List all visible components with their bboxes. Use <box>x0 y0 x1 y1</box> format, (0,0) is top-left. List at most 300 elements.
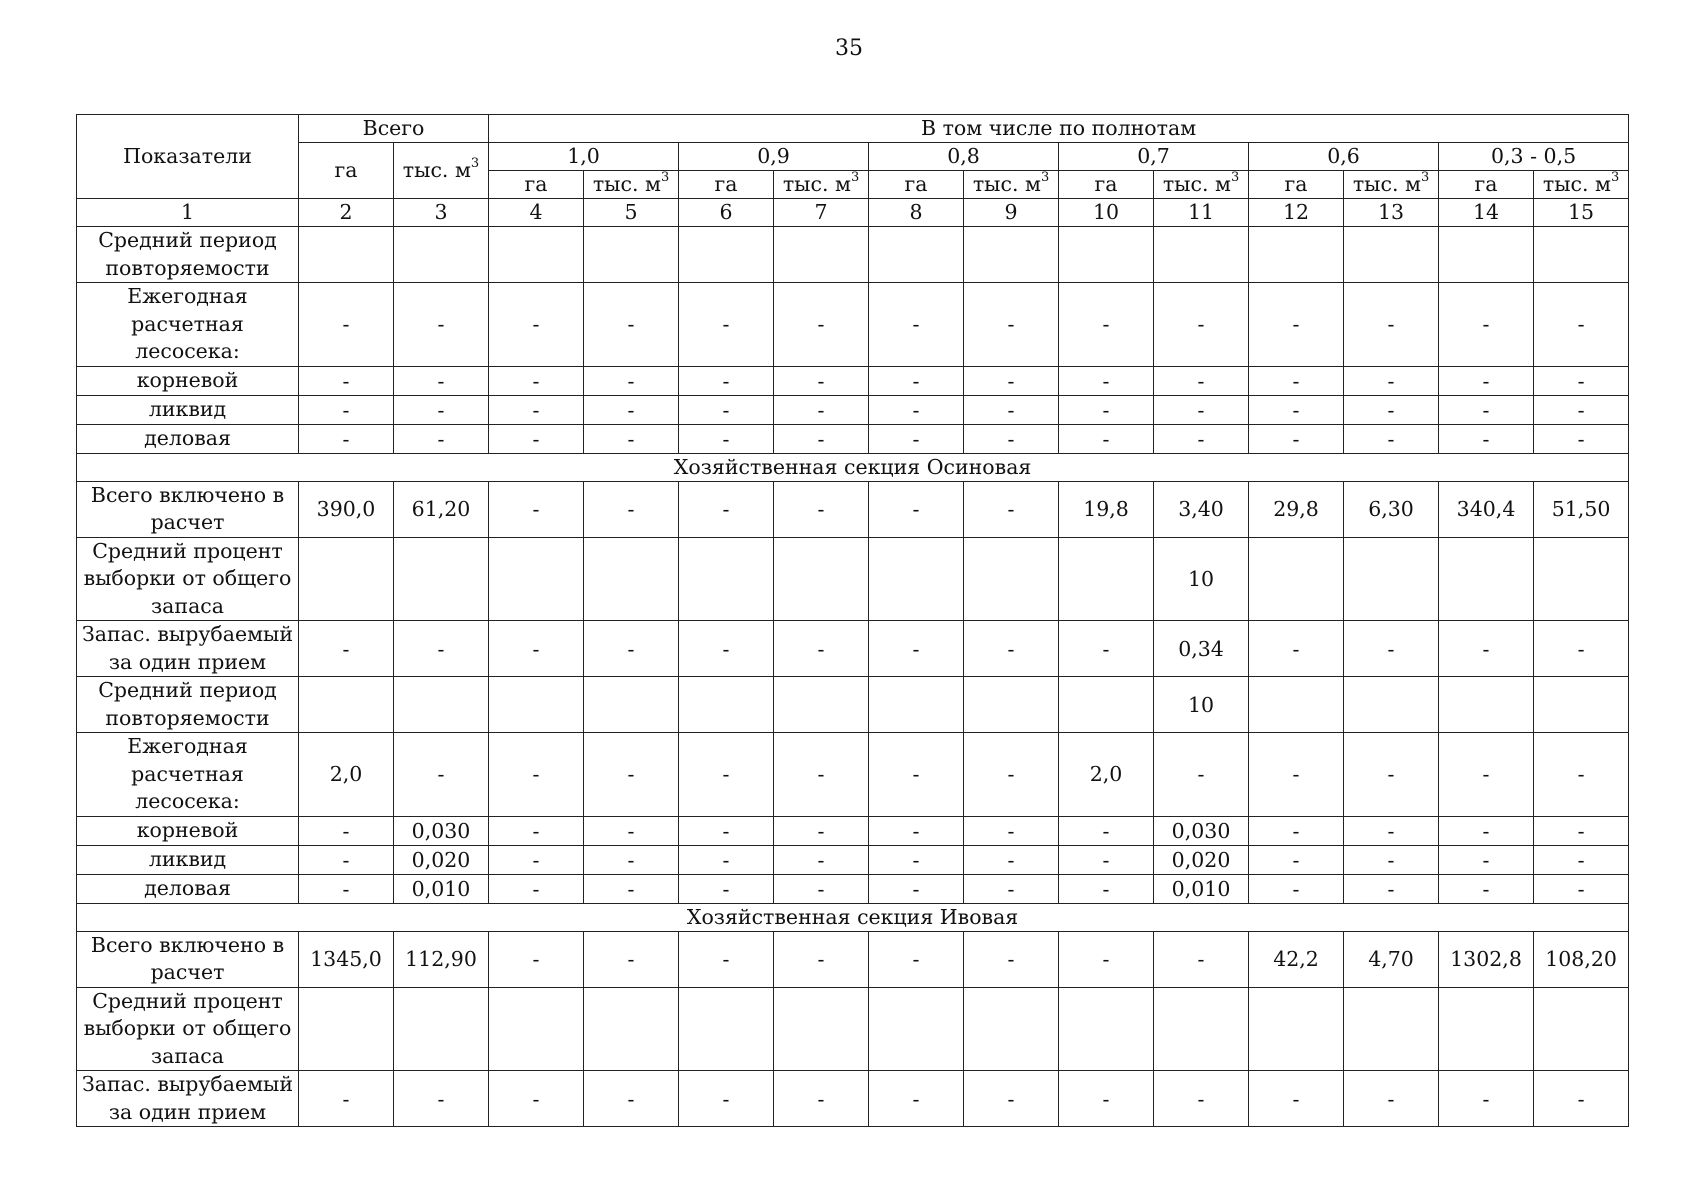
table-cell: 0,010 <box>394 874 489 903</box>
table-cell: - <box>394 733 489 817</box>
table-cell <box>964 537 1059 621</box>
header-density-0-3-0-5: 0,3 - 0,5 <box>1439 143 1629 171</box>
table-cell: - <box>1249 366 1344 395</box>
table-cell: - <box>679 733 774 817</box>
table-cell: - <box>1059 874 1154 903</box>
column-number: 13 <box>1344 199 1439 227</box>
table-cell: - <box>964 1071 1059 1127</box>
table-cell: - <box>679 621 774 677</box>
table-cell <box>869 537 964 621</box>
table-cell <box>1059 537 1154 621</box>
column-number: 5 <box>584 199 679 227</box>
table-cell: - <box>584 283 679 367</box>
table-cell: - <box>679 816 774 845</box>
table-cell <box>394 537 489 621</box>
table-row <box>77 366 1629 395</box>
header-unit-volume: тыс. $м^3$ <box>774 171 869 199</box>
table-cell: 10 <box>1154 677 1249 733</box>
header-unit-volume: тыс. $м^3$ <box>584 171 679 199</box>
table-cell <box>1534 227 1629 283</box>
table-cell: - <box>774 283 869 367</box>
table-cell: - <box>774 845 869 874</box>
row-label: Ежегодная расчетная лесосека: <box>77 733 299 817</box>
row-label: деловая <box>77 874 299 903</box>
table-cell <box>584 677 679 733</box>
table-cell: - <box>1154 931 1249 987</box>
table-cell <box>1249 677 1344 733</box>
table-cell: - <box>1059 1071 1154 1127</box>
header-unit-ha: га <box>1439 171 1534 199</box>
row-label: Всего включено в расчет <box>77 481 299 537</box>
table-cell: - <box>964 424 1059 453</box>
table-cell: 0,030 <box>1154 816 1249 845</box>
table-cell <box>1439 987 1534 1071</box>
table-cell <box>489 987 584 1071</box>
table-cell: - <box>964 931 1059 987</box>
table-cell: - <box>869 1071 964 1127</box>
header-unit-ha: га <box>679 171 774 199</box>
table-cell: - <box>299 395 394 424</box>
table-cell: - <box>1534 621 1629 677</box>
table-cell: - <box>1059 366 1154 395</box>
table-cell <box>679 227 774 283</box>
table-cell: - <box>679 481 774 537</box>
column-number: 11 <box>1154 199 1249 227</box>
table-cell: - <box>1344 1071 1439 1127</box>
table-cell <box>1344 537 1439 621</box>
header-density-0-6: 0,6 <box>1249 143 1439 171</box>
table-cell <box>1534 677 1629 733</box>
header-unit-ha: га <box>1249 171 1344 199</box>
table-cell: - <box>774 395 869 424</box>
row-label: корневой <box>77 366 299 395</box>
table-cell: 1302,8 <box>1439 931 1534 987</box>
table-cell: - <box>1534 283 1629 367</box>
row-label: Средний процент выборки от общего запаса <box>77 987 299 1071</box>
table-cell: - <box>964 481 1059 537</box>
table-cell <box>1344 227 1439 283</box>
table-cell: - <box>679 1071 774 1127</box>
table-cell: - <box>1534 874 1629 903</box>
table-cell: - <box>964 283 1059 367</box>
table-cell: - <box>1534 395 1629 424</box>
table-cell: - <box>1344 621 1439 677</box>
header-total-ha: га <box>299 143 394 199</box>
column-number: 4 <box>489 199 584 227</box>
header-total-volume: тыс. $м^3$ <box>394 143 489 199</box>
table-cell: - <box>299 1071 394 1127</box>
table-cell: - <box>1344 395 1439 424</box>
table-cell <box>869 677 964 733</box>
table-cell: - <box>584 424 679 453</box>
table-cell: 2,0 <box>299 733 394 817</box>
column-number: 8 <box>869 199 964 227</box>
table-cell: - <box>1439 816 1534 845</box>
table-cell: - <box>299 424 394 453</box>
table-cell: - <box>299 283 394 367</box>
table-cell: - <box>394 1071 489 1127</box>
table-cell: - <box>489 931 584 987</box>
table-cell <box>1059 677 1154 733</box>
table-cell: 42,2 <box>1249 931 1344 987</box>
column-number: 14 <box>1439 199 1534 227</box>
column-number: 9 <box>964 199 1059 227</box>
table-cell <box>489 537 584 621</box>
table-cell: - <box>1439 621 1534 677</box>
table-row <box>77 283 1629 367</box>
table-cell: - <box>299 816 394 845</box>
table-cell: - <box>1344 874 1439 903</box>
table-cell <box>774 987 869 1071</box>
table-cell: 340,4 <box>1439 481 1534 537</box>
table-cell: - <box>489 1071 584 1127</box>
table-cell <box>394 987 489 1071</box>
table-cell: - <box>1249 424 1344 453</box>
table-cell: - <box>1249 733 1344 817</box>
table-cell: - <box>489 424 584 453</box>
header-density-1-0: 1,0 <box>489 143 679 171</box>
table-cell: 0,020 <box>394 845 489 874</box>
table-cell: - <box>964 621 1059 677</box>
table-cell: - <box>1439 874 1534 903</box>
table-cell: - <box>1059 931 1154 987</box>
table-cell: - <box>394 424 489 453</box>
table-cell: 3,40 <box>1154 481 1249 537</box>
table-cell: - <box>869 621 964 677</box>
table-cell: - <box>1439 733 1534 817</box>
table-cell: - <box>489 874 584 903</box>
table-cell: - <box>584 395 679 424</box>
table-cell <box>679 987 774 1071</box>
table-cell: - <box>774 1071 869 1127</box>
table-cell: - <box>1534 424 1629 453</box>
column-number: 1 <box>77 199 299 227</box>
table-cell: - <box>584 733 679 817</box>
table-cell: 6,30 <box>1344 481 1439 537</box>
table-cell: - <box>1344 733 1439 817</box>
table-cell: 2,0 <box>1059 733 1154 817</box>
table-cell <box>299 537 394 621</box>
table-cell: - <box>1344 283 1439 367</box>
header-unit-volume: тыс. $м^3$ <box>1154 171 1249 199</box>
table-cell: - <box>1154 1071 1249 1127</box>
table-cell <box>964 987 1059 1071</box>
column-number: 2 <box>299 199 394 227</box>
table-cell: - <box>869 874 964 903</box>
table-cell: - <box>1059 424 1154 453</box>
table-cell <box>869 987 964 1071</box>
table-row <box>77 227 1629 283</box>
table-cell: - <box>1059 845 1154 874</box>
table-row <box>77 845 1629 874</box>
table-cell: - <box>774 733 869 817</box>
column-number: 10 <box>1059 199 1154 227</box>
table-cell: - <box>489 816 584 845</box>
table-cell: - <box>964 845 1059 874</box>
table-cell <box>774 677 869 733</box>
table-cell: - <box>774 424 869 453</box>
row-label: ликвид <box>77 395 299 424</box>
table-cell: - <box>869 845 964 874</box>
table-cell: - <box>1249 1071 1344 1127</box>
table-cell: - <box>1439 1071 1534 1127</box>
table-cell: - <box>679 424 774 453</box>
table-cell: 51,50 <box>1534 481 1629 537</box>
table-cell: - <box>869 481 964 537</box>
table-cell: - <box>584 621 679 677</box>
table-cell: - <box>679 931 774 987</box>
table-cell <box>584 227 679 283</box>
table-cell: - <box>489 733 584 817</box>
table-cell <box>774 227 869 283</box>
row-label: Всего включено в расчет <box>77 931 299 987</box>
table-cell: - <box>299 845 394 874</box>
header-by-density: В том числе по полнотам <box>489 115 1629 143</box>
row-label: Запас. вырубаемый за один прием <box>77 621 299 677</box>
header-unit-volume: тыс. $м^3$ <box>964 171 1059 199</box>
table-cell <box>1154 227 1249 283</box>
table-cell <box>1344 677 1439 733</box>
table-cell: - <box>964 366 1059 395</box>
table-row <box>77 931 1629 987</box>
table-cell: - <box>774 874 869 903</box>
table-cell <box>1059 987 1154 1071</box>
header-total: Всего <box>299 115 489 143</box>
table-cell <box>489 677 584 733</box>
table-cell: - <box>489 366 584 395</box>
table-cell: - <box>679 366 774 395</box>
table-cell: - <box>679 395 774 424</box>
table-cell: - <box>1249 283 1344 367</box>
table-cell: 10 <box>1154 537 1249 621</box>
table-cell: - <box>774 621 869 677</box>
table-cell: - <box>1439 845 1534 874</box>
table-cell: - <box>394 621 489 677</box>
table-cell: - <box>869 931 964 987</box>
table-cell: - <box>1534 1071 1629 1127</box>
table-cell: - <box>1059 621 1154 677</box>
table-cell <box>1344 987 1439 1071</box>
section-title: Хозяйственная секция Осиновая <box>77 453 1629 481</box>
table-cell: 0,010 <box>1154 874 1249 903</box>
table-row <box>77 424 1629 453</box>
table-cell: - <box>1249 874 1344 903</box>
table-cell: - <box>964 395 1059 424</box>
table-cell <box>679 677 774 733</box>
forest-density-table <box>76 114 1629 1127</box>
row-label: Запас. вырубаемый за один прием <box>77 1071 299 1127</box>
table-cell: - <box>1534 845 1629 874</box>
table-cell: - <box>774 931 869 987</box>
table-cell <box>299 227 394 283</box>
table-cell <box>489 227 584 283</box>
column-number: 7 <box>774 199 869 227</box>
table-cell: 112,90 <box>394 931 489 987</box>
table-cell <box>299 987 394 1071</box>
column-number: 6 <box>679 199 774 227</box>
table-row <box>77 816 1629 845</box>
table-cell <box>299 677 394 733</box>
table-cell: 61,20 <box>394 481 489 537</box>
table-cell <box>1249 227 1344 283</box>
table-cell <box>964 227 1059 283</box>
header-unit-ha: га <box>489 171 584 199</box>
table-cell: - <box>679 874 774 903</box>
table-cell <box>1439 537 1534 621</box>
table-cell: - <box>869 424 964 453</box>
table-cell: - <box>299 621 394 677</box>
table-cell: 0,020 <box>1154 845 1249 874</box>
table-cell: 0,030 <box>394 816 489 845</box>
table-cell: - <box>1344 816 1439 845</box>
table-cell: - <box>1344 845 1439 874</box>
table-row <box>77 481 1629 537</box>
table-row <box>77 987 1629 1071</box>
table-cell <box>1059 227 1154 283</box>
page-number: 35 <box>835 36 863 61</box>
header-density-0-7: 0,7 <box>1059 143 1249 171</box>
table-cell: - <box>679 283 774 367</box>
row-label: Средний процент выборки от общего запаса <box>77 537 299 621</box>
table-cell: - <box>869 733 964 817</box>
table-cell: - <box>1154 366 1249 395</box>
header-unit-ha: га <box>869 171 964 199</box>
table-cell <box>679 537 774 621</box>
table-cell: - <box>584 1071 679 1127</box>
row-label: Средний период повторяемости <box>77 227 299 283</box>
table-row <box>77 733 1629 817</box>
table-row <box>77 621 1629 677</box>
table-cell: - <box>1059 816 1154 845</box>
table-cell <box>869 227 964 283</box>
table-cell: - <box>584 845 679 874</box>
table-cell: - <box>584 366 679 395</box>
table-cell: - <box>584 816 679 845</box>
table-cell: - <box>1249 621 1344 677</box>
table-cell: - <box>1154 395 1249 424</box>
section-row <box>77 453 1629 481</box>
table-cell: - <box>1154 733 1249 817</box>
table-cell: - <box>1154 283 1249 367</box>
table-cell: - <box>1249 816 1344 845</box>
row-label: деловая <box>77 424 299 453</box>
table-cell <box>1249 987 1344 1071</box>
table-cell <box>1154 987 1249 1071</box>
column-number: 12 <box>1249 199 1344 227</box>
table-cell <box>1249 537 1344 621</box>
row-label: ликвид <box>77 845 299 874</box>
section-row <box>77 903 1629 931</box>
table-cell <box>394 677 489 733</box>
table-cell: - <box>394 366 489 395</box>
table-cell: - <box>774 366 869 395</box>
table-cell: - <box>964 816 1059 845</box>
section-title: Хозяйственная секция Ивовая <box>77 903 1629 931</box>
table-cell: - <box>1534 816 1629 845</box>
table-cell: - <box>1439 366 1534 395</box>
row-label: Ежегодная расчетная лесосека: <box>77 283 299 367</box>
table-cell: - <box>964 874 1059 903</box>
table-cell: - <box>489 621 584 677</box>
table-cell <box>1534 987 1629 1071</box>
header-unit-volume: тыс. $м^3$ <box>1344 171 1439 199</box>
table-cell: - <box>584 874 679 903</box>
table-cell: - <box>1534 366 1629 395</box>
table-row <box>77 537 1629 621</box>
table-cell: - <box>774 816 869 845</box>
table-cell: - <box>1534 733 1629 817</box>
header-density-0-9: 0,9 <box>679 143 869 171</box>
table-cell: - <box>299 366 394 395</box>
row-label: Средний период повторяемости <box>77 677 299 733</box>
table-cell: - <box>489 845 584 874</box>
table-cell: - <box>1249 395 1344 424</box>
table-cell: 4,70 <box>1344 931 1439 987</box>
table-cell: - <box>679 845 774 874</box>
table-cell <box>394 227 489 283</box>
table-cell: - <box>394 283 489 367</box>
table-cell <box>1534 537 1629 621</box>
column-number: 3 <box>394 199 489 227</box>
table-cell: - <box>869 395 964 424</box>
table-cell: - <box>299 874 394 903</box>
table-cell: - <box>489 283 584 367</box>
table-cell: - <box>869 816 964 845</box>
table-cell: - <box>489 481 584 537</box>
table-cell <box>774 537 869 621</box>
header-indicators: Показатели <box>77 115 299 199</box>
table-row <box>77 677 1629 733</box>
table-cell <box>1439 677 1534 733</box>
table-cell: - <box>1439 424 1534 453</box>
table-cell <box>964 677 1059 733</box>
table-cell: 0,34 <box>1154 621 1249 677</box>
table-row <box>77 874 1629 903</box>
row-label: корневой <box>77 816 299 845</box>
table-cell: - <box>964 733 1059 817</box>
table-cell <box>1439 227 1534 283</box>
column-number: 15 <box>1534 199 1629 227</box>
header-unit-ha: га <box>1059 171 1154 199</box>
table-cell: - <box>1344 424 1439 453</box>
table-cell <box>584 537 679 621</box>
header-density-0-8: 0,8 <box>869 143 1059 171</box>
table-cell: 1345,0 <box>299 931 394 987</box>
table-cell: 19,8 <box>1059 481 1154 537</box>
table-cell: 390,0 <box>299 481 394 537</box>
header-unit-volume: тыс. $м^3$ <box>1534 171 1629 199</box>
table-cell: 108,20 <box>1534 931 1629 987</box>
table-cell: - <box>1059 283 1154 367</box>
table-cell: - <box>489 395 584 424</box>
table-cell: - <box>584 481 679 537</box>
table-cell: - <box>1059 395 1154 424</box>
table-row <box>77 395 1629 424</box>
table-cell: - <box>1249 845 1344 874</box>
table-cell: - <box>869 283 964 367</box>
table-row <box>77 1071 1629 1127</box>
table-cell: - <box>1154 424 1249 453</box>
table-cell: 29,8 <box>1249 481 1344 537</box>
table-cell: - <box>869 366 964 395</box>
table-cell <box>584 987 679 1071</box>
table-cell: - <box>774 481 869 537</box>
table-cell: - <box>1344 366 1439 395</box>
table-cell: - <box>584 931 679 987</box>
table-cell: - <box>394 395 489 424</box>
table-cell: - <box>1439 283 1534 367</box>
table-cell: - <box>1439 395 1534 424</box>
